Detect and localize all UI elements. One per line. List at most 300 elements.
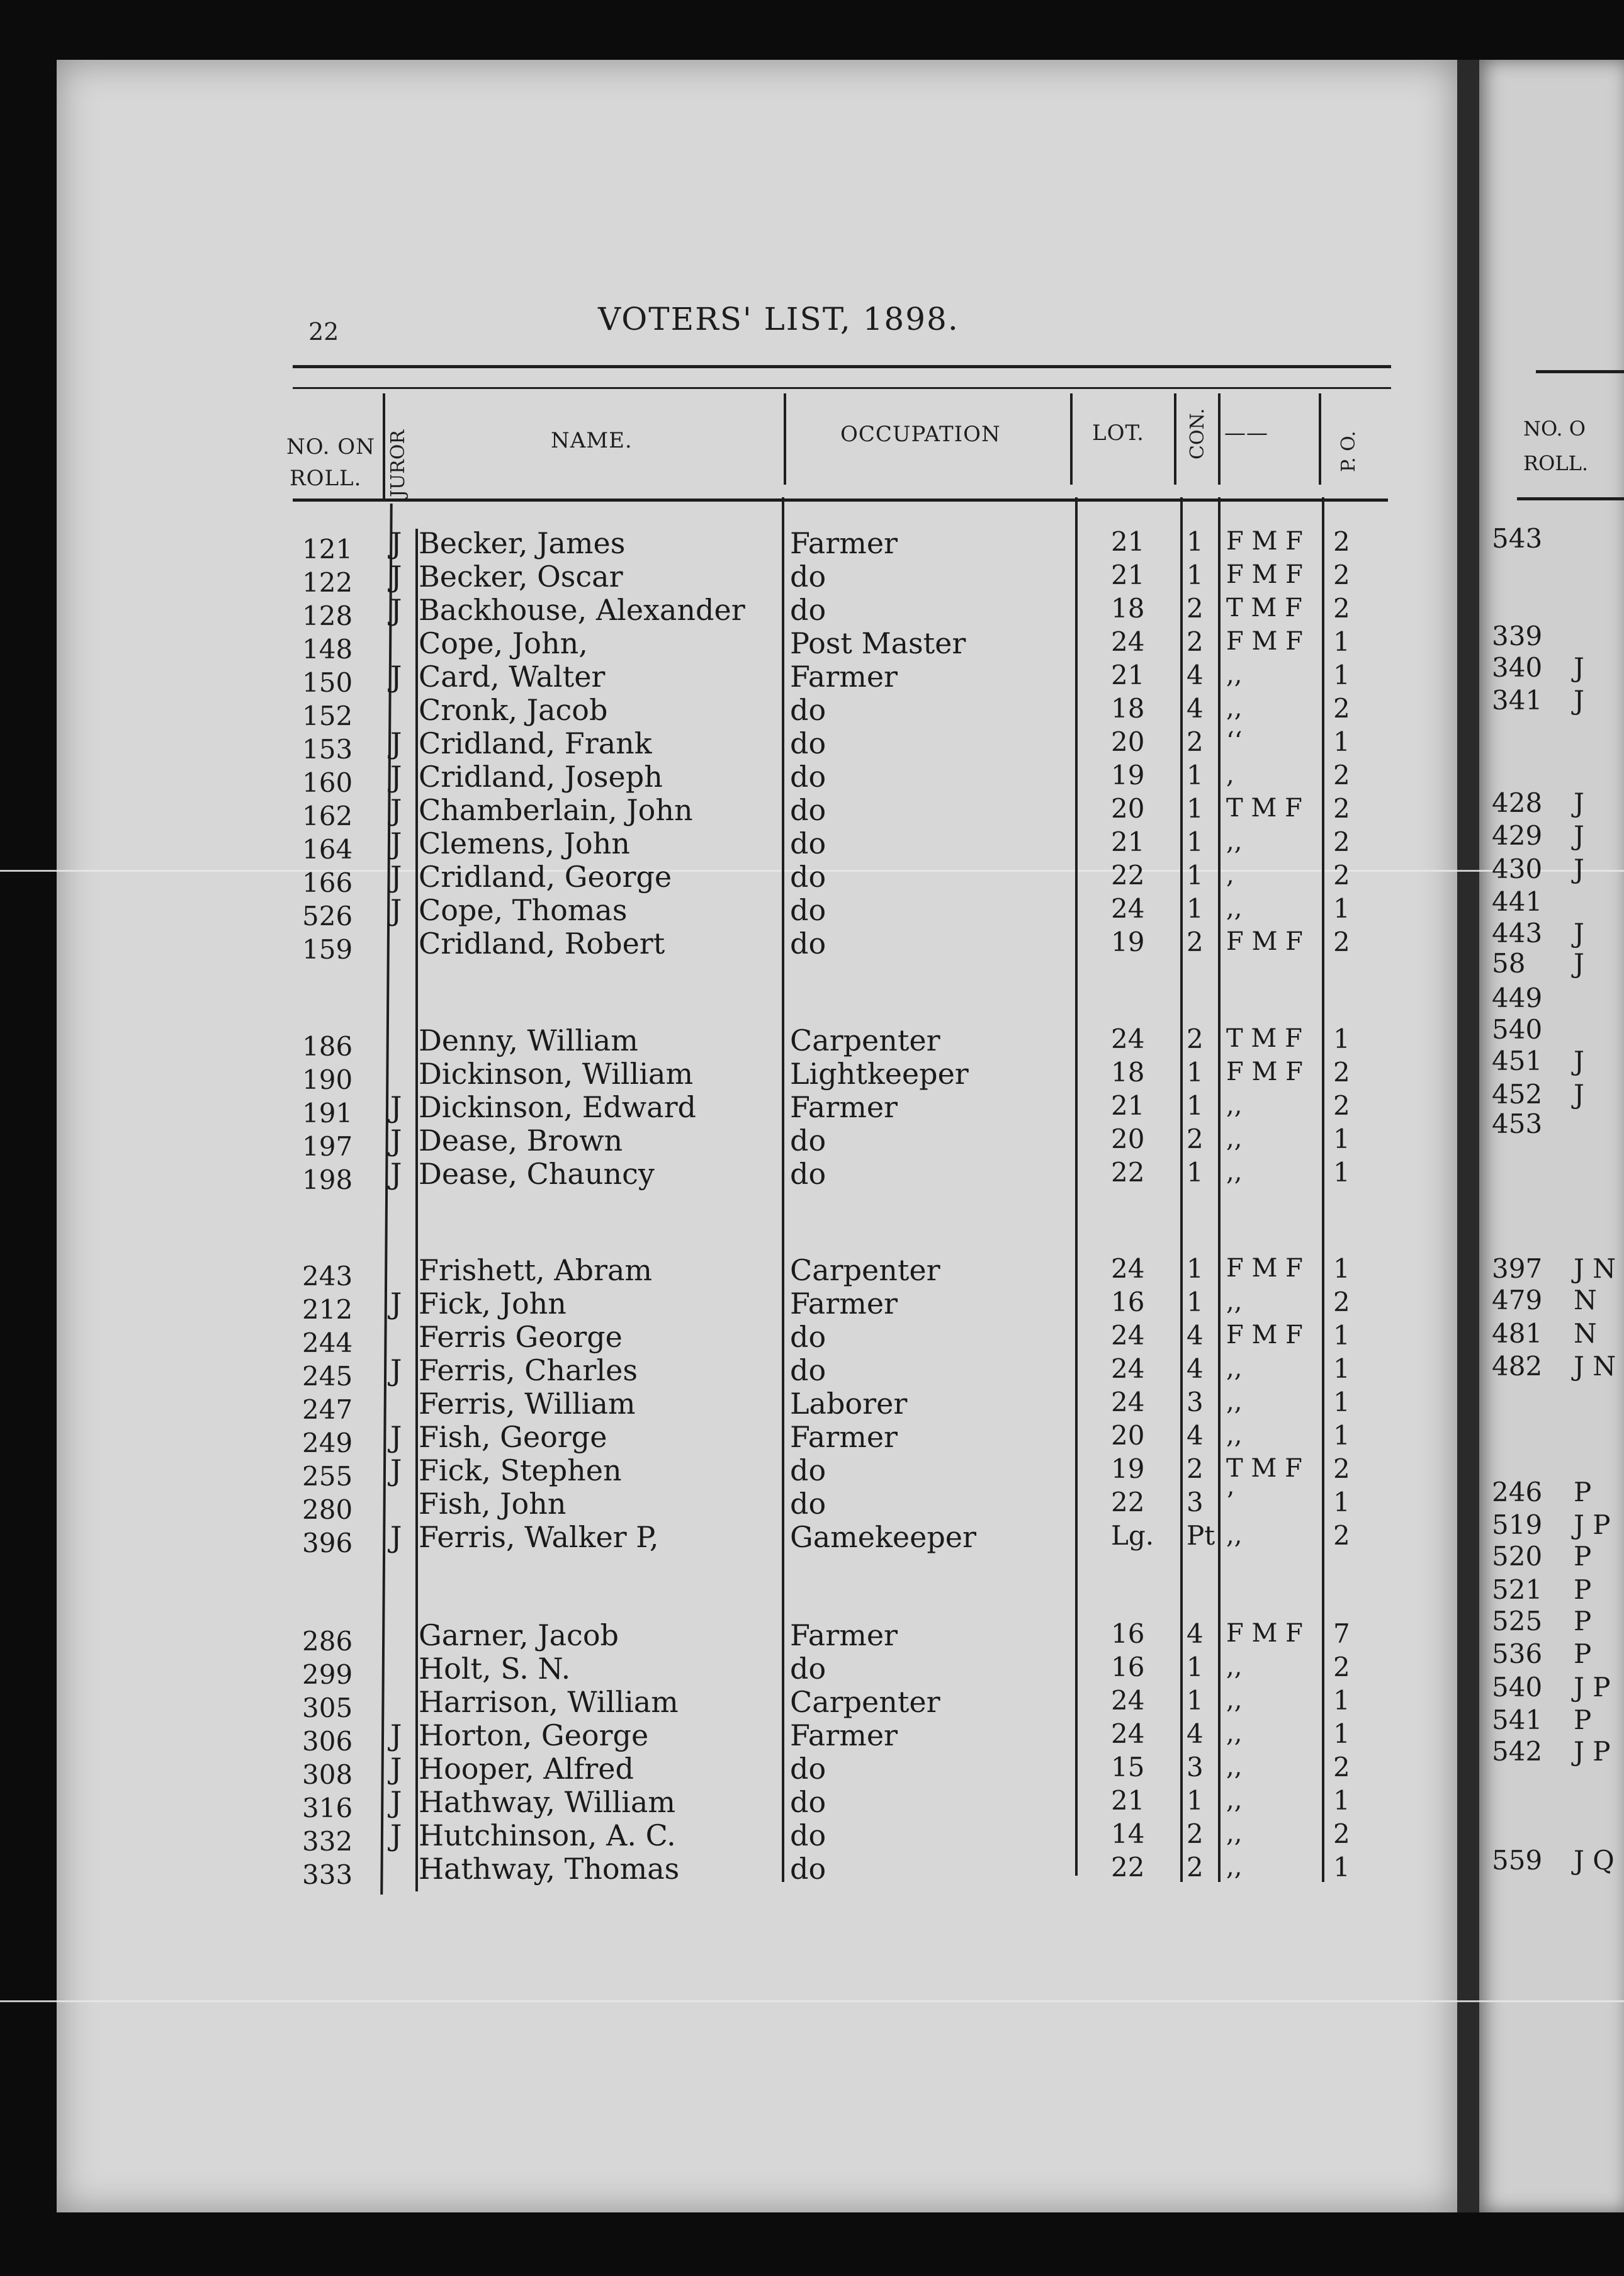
lot-cell: 19 bbox=[1111, 1453, 1145, 1484]
header-divider bbox=[1070, 393, 1073, 485]
right-extra-mark: J N bbox=[1574, 1253, 1616, 1284]
voter-name-cell: Denny, William bbox=[419, 1023, 638, 1057]
lot-cell: 20 bbox=[1111, 1124, 1145, 1154]
residence-mark-cell: ,, bbox=[1226, 1819, 1243, 1848]
residence-mark-cell: F M F bbox=[1226, 527, 1303, 556]
right-roll-number: 246 bbox=[1492, 1477, 1543, 1507]
right-roll-number: 429 bbox=[1492, 820, 1543, 851]
occupation-cell: do bbox=[790, 1353, 826, 1387]
roll-number-cell: 308 bbox=[302, 1759, 353, 1790]
post-office-cell: 1 bbox=[1333, 1487, 1350, 1518]
right-extra-mark: P bbox=[1574, 1606, 1592, 1637]
juror-mark-cell: J bbox=[390, 893, 402, 927]
voter-name-cell: Becker, James bbox=[419, 526, 626, 560]
right-extra-mark: P bbox=[1574, 1638, 1592, 1669]
con-cell: 1 bbox=[1187, 826, 1204, 857]
juror-mark-cell: J bbox=[390, 1157, 402, 1191]
occupation-cell: do bbox=[790, 793, 826, 827]
occupation-cell: do bbox=[790, 1320, 826, 1354]
right-roll-number: 451 bbox=[1492, 1045, 1543, 1076]
voter-name-cell: Becker, Oscar bbox=[419, 560, 623, 594]
roll-number-cell: 299 bbox=[302, 1659, 353, 1690]
occupation-cell: Carpenter bbox=[790, 1023, 940, 1057]
con-cell: 3 bbox=[1187, 1752, 1204, 1783]
lot-cell: 24 bbox=[1111, 893, 1145, 924]
right-roll-number: 540 bbox=[1492, 1014, 1543, 1045]
con-cell: 2 bbox=[1187, 726, 1204, 757]
header-roll-line2: ROLL. bbox=[290, 466, 362, 491]
voter-name-cell: Dickinson, Edward bbox=[419, 1090, 696, 1124]
voter-name-cell: Ferris, Charles bbox=[419, 1353, 638, 1387]
page-gutter bbox=[1457, 60, 1479, 2212]
lot-cell: 20 bbox=[1111, 793, 1145, 824]
mark-column-rule bbox=[1218, 497, 1221, 1882]
voter-name-cell: Horton, George bbox=[419, 1718, 649, 1752]
residence-mark-cell: T M F bbox=[1226, 794, 1302, 823]
left-page bbox=[57, 60, 1457, 2212]
residence-mark-cell: ’ bbox=[1226, 1487, 1234, 1516]
occupation-cell: do bbox=[790, 726, 826, 760]
juror-mark-cell: J bbox=[390, 1124, 402, 1158]
voter-name-cell: Frishett, Abram bbox=[419, 1253, 652, 1287]
roll-number-cell: 306 bbox=[302, 1726, 353, 1757]
con-cell: 1 bbox=[1187, 1652, 1204, 1682]
occupation-cell: do bbox=[790, 1157, 826, 1191]
header-roll-line1: NO. ON bbox=[286, 434, 375, 459]
lot-cell: 24 bbox=[1111, 626, 1145, 657]
juror-mark-cell: J bbox=[390, 1752, 402, 1786]
voter-name-cell: Fick, John bbox=[419, 1287, 567, 1321]
lot-cell: 15 bbox=[1111, 1752, 1145, 1783]
residence-mark-cell: ,, bbox=[1226, 1521, 1243, 1550]
header-blank: —— bbox=[1224, 420, 1268, 446]
roll-number-cell: 190 bbox=[302, 1064, 353, 1095]
right-roll-number: 339 bbox=[1492, 621, 1543, 651]
con-cell: 1 bbox=[1187, 893, 1204, 924]
residence-mark-cell: ,, bbox=[1226, 1421, 1243, 1450]
voter-name-cell: Cope, John, bbox=[419, 626, 588, 660]
lot-cell: 24 bbox=[1111, 1320, 1145, 1351]
con-cell: 1 bbox=[1187, 1287, 1204, 1317]
occupation-cell: Farmer bbox=[790, 1618, 898, 1652]
voter-name-cell: Hooper, Alfred bbox=[419, 1752, 634, 1786]
juror-mark-cell: J bbox=[390, 726, 402, 760]
roll-number-cell: 245 bbox=[302, 1361, 353, 1392]
post-office-cell: 1 bbox=[1333, 1785, 1350, 1816]
juror-mark-cell: J bbox=[390, 1718, 402, 1752]
voter-name-cell: Dickinson, William bbox=[419, 1057, 694, 1091]
residence-mark-cell: ,, bbox=[1226, 1287, 1243, 1316]
scan-line bbox=[0, 2000, 1624, 2002]
juror-mark-cell: J bbox=[390, 1420, 402, 1454]
header-po: P. O. bbox=[1338, 431, 1360, 472]
top-rule-thin bbox=[293, 387, 1391, 389]
post-office-cell: 2 bbox=[1333, 1652, 1350, 1682]
right-roll-number: 540 bbox=[1492, 1672, 1543, 1703]
juror-mark-cell: J bbox=[390, 526, 402, 560]
post-office-cell: 2 bbox=[1333, 526, 1350, 557]
right-roll-number: 341 bbox=[1492, 685, 1543, 716]
occupation-cell: Farmer bbox=[790, 526, 898, 560]
right-extra-mark: J N bbox=[1574, 1351, 1616, 1382]
occupation-cell: Laborer bbox=[790, 1387, 908, 1421]
right-roll-number: 543 bbox=[1492, 523, 1543, 554]
occupation-cell: Gamekeeper bbox=[790, 1520, 976, 1554]
post-office-cell: 2 bbox=[1333, 860, 1350, 891]
lot-cell: 24 bbox=[1111, 1353, 1145, 1384]
occupation-cell: do bbox=[790, 826, 826, 860]
lot-column-rule bbox=[1075, 497, 1078, 1876]
roll-number-cell: 286 bbox=[302, 1626, 353, 1657]
occupation-cell: Post Master bbox=[790, 626, 966, 660]
residence-mark-cell: F M F bbox=[1226, 1254, 1303, 1283]
con-cell: 4 bbox=[1187, 1618, 1204, 1649]
occupation-cell: Farmer bbox=[790, 660, 898, 694]
right-extra-mark: N bbox=[1574, 1318, 1597, 1349]
con-cell: 1 bbox=[1187, 793, 1204, 824]
post-office-cell: 2 bbox=[1333, 1090, 1350, 1121]
right-roll-number: 428 bbox=[1492, 787, 1543, 818]
right-extra-mark: J bbox=[1574, 820, 1584, 851]
roll-number-cell: 164 bbox=[302, 834, 353, 865]
post-office-cell: 2 bbox=[1333, 1752, 1350, 1783]
right-extra-mark: J bbox=[1574, 854, 1584, 884]
lot-cell: 16 bbox=[1111, 1652, 1145, 1682]
con-cell: 4 bbox=[1187, 1420, 1204, 1451]
roll-number-cell: 197 bbox=[302, 1131, 353, 1162]
lot-cell: 20 bbox=[1111, 1420, 1145, 1451]
voter-name-cell: Cridland, Robert bbox=[419, 927, 665, 961]
post-office-cell: 1 bbox=[1333, 1157, 1350, 1188]
right-roll-number: 479 bbox=[1492, 1285, 1543, 1315]
occupation-cell: Farmer bbox=[790, 1718, 898, 1752]
header-occupation: OCCUPATION bbox=[840, 422, 1001, 447]
residence-mark-cell: ,, bbox=[1226, 1786, 1243, 1815]
occupation-cell: do bbox=[790, 693, 826, 727]
residence-mark-cell: F M F bbox=[1226, 927, 1303, 956]
residence-mark-cell: F M F bbox=[1226, 560, 1303, 589]
right-roll-number: 340 bbox=[1492, 652, 1543, 683]
name-column-rule bbox=[415, 529, 418, 1891]
right-roll-number: 519 bbox=[1492, 1509, 1543, 1540]
residence-mark-cell: ,, bbox=[1226, 1752, 1243, 1781]
occupation-cell: Farmer bbox=[790, 1287, 898, 1321]
post-office-cell: 2 bbox=[1333, 1818, 1350, 1849]
voter-name-cell: Ferris, William bbox=[419, 1387, 636, 1421]
voter-name-cell: Harrison, William bbox=[419, 1685, 679, 1719]
header-divider bbox=[383, 393, 385, 500]
roll-number-cell: 191 bbox=[302, 1098, 353, 1129]
right-roll-number: 559 bbox=[1492, 1845, 1543, 1876]
voter-name-cell: Dease, Brown bbox=[419, 1124, 623, 1158]
roll-number-cell: 243 bbox=[302, 1261, 353, 1292]
post-office-cell: 2 bbox=[1333, 760, 1350, 791]
voter-name-cell: Cridland, Joseph bbox=[419, 760, 663, 794]
con-cell: 3 bbox=[1187, 1487, 1204, 1518]
residence-mark-cell: ,, bbox=[1226, 1652, 1243, 1681]
residence-mark-cell: ,, bbox=[1226, 827, 1243, 856]
roll-number-cell: 121 bbox=[302, 534, 353, 565]
voter-name-cell: Cope, Thomas bbox=[419, 893, 628, 927]
header-divider bbox=[1319, 393, 1321, 485]
right-roll-number: 520 bbox=[1492, 1541, 1543, 1572]
lot-cell: 19 bbox=[1111, 760, 1145, 791]
po-column-rule bbox=[1322, 497, 1324, 1882]
roll-number-cell: 305 bbox=[302, 1693, 353, 1723]
post-office-cell: 2 bbox=[1333, 927, 1350, 957]
roll-number-cell: 122 bbox=[302, 567, 353, 598]
post-office-cell: 2 bbox=[1333, 1520, 1350, 1551]
juror-mark-cell: J bbox=[390, 560, 402, 594]
post-office-cell: 1 bbox=[1333, 1353, 1350, 1384]
post-office-cell: 1 bbox=[1333, 1023, 1350, 1054]
voter-name-cell: Ferris, Walker P, bbox=[419, 1520, 659, 1554]
residence-mark-cell: ,, bbox=[1226, 1387, 1243, 1416]
roll-number-cell: 148 bbox=[302, 634, 353, 665]
voter-name-cell: Hathway, Thomas bbox=[419, 1852, 680, 1886]
roll-number-cell: 198 bbox=[302, 1164, 353, 1195]
lot-cell: 22 bbox=[1111, 1487, 1145, 1518]
lot-cell: 22 bbox=[1111, 1157, 1145, 1188]
lot-cell: 22 bbox=[1111, 860, 1145, 891]
occupation-cell: do bbox=[790, 893, 826, 927]
occupation-column-rule bbox=[782, 497, 784, 1882]
con-cell: 2 bbox=[1187, 1818, 1204, 1849]
right-header-rule bbox=[1536, 370, 1624, 373]
roll-number-cell: 212 bbox=[302, 1294, 353, 1325]
voter-name-cell: Chamberlain, John bbox=[419, 793, 693, 827]
con-cell: 3 bbox=[1187, 1387, 1204, 1417]
header-lot: LOT. bbox=[1092, 420, 1144, 446]
con-cell: 4 bbox=[1187, 1718, 1204, 1749]
voter-name-cell: Ferris George bbox=[419, 1320, 623, 1354]
post-office-cell: 2 bbox=[1333, 693, 1350, 724]
post-office-cell: 2 bbox=[1333, 560, 1350, 590]
right-extra-mark: P bbox=[1574, 1704, 1592, 1735]
con-cell: 4 bbox=[1187, 1320, 1204, 1351]
right-extra-mark: J bbox=[1574, 685, 1584, 716]
con-column-rule bbox=[1180, 497, 1183, 1882]
page-title: VOTERS' LIST, 1898. bbox=[598, 301, 959, 337]
con-cell: 2 bbox=[1187, 593, 1204, 624]
juror-mark-cell: J bbox=[390, 1287, 402, 1321]
occupation-cell: do bbox=[790, 860, 826, 894]
con-cell: 1 bbox=[1187, 1090, 1204, 1121]
roll-number-cell: 186 bbox=[302, 1031, 353, 1062]
post-office-cell: 2 bbox=[1333, 1453, 1350, 1484]
roll-number-cell: 160 bbox=[302, 767, 353, 798]
voter-name-cell: Cridland, Frank bbox=[419, 726, 652, 760]
con-cell: 1 bbox=[1187, 560, 1204, 590]
roll-number-cell: 166 bbox=[302, 867, 353, 898]
occupation-cell: Farmer bbox=[790, 1090, 898, 1124]
right-extra-mark: J bbox=[1574, 652, 1584, 683]
occupation-cell: do bbox=[790, 1852, 826, 1886]
header-divider bbox=[784, 393, 786, 485]
occupation-cell: do bbox=[790, 1453, 826, 1487]
roll-number-cell: 150 bbox=[302, 667, 353, 698]
lot-cell: 24 bbox=[1111, 1685, 1145, 1716]
right-extra-mark: J P bbox=[1574, 1509, 1611, 1540]
lot-cell: 20 bbox=[1111, 726, 1145, 757]
con-cell: 1 bbox=[1187, 1785, 1204, 1816]
voter-name-cell: Fish, George bbox=[419, 1420, 607, 1454]
post-office-cell: 1 bbox=[1333, 1387, 1350, 1417]
roll-number-cell: 526 bbox=[302, 901, 353, 932]
voter-name-cell: Holt, S. N. bbox=[419, 1652, 571, 1686]
residence-mark-cell: , bbox=[1226, 760, 1234, 789]
juror-mark-cell: J bbox=[390, 1818, 402, 1852]
con-cell: Pt bbox=[1187, 1520, 1215, 1551]
right-roll-number: 452 bbox=[1492, 1079, 1543, 1110]
residence-mark-cell: ,, bbox=[1226, 1686, 1243, 1715]
residence-mark-cell: T M F bbox=[1226, 1024, 1302, 1053]
right-roll-number: 58 bbox=[1492, 948, 1526, 979]
right-header-line1: NO. O bbox=[1523, 417, 1586, 441]
post-office-cell: 2 bbox=[1333, 826, 1350, 857]
con-cell: 2 bbox=[1187, 1852, 1204, 1883]
right-extra-mark: J bbox=[1574, 787, 1584, 818]
right-roll-number: 443 bbox=[1492, 918, 1543, 949]
con-cell: 4 bbox=[1187, 1353, 1204, 1384]
right-roll-number: 482 bbox=[1492, 1351, 1543, 1382]
header-con: CON. bbox=[1187, 408, 1209, 459]
right-extra-mark: J bbox=[1574, 1045, 1584, 1076]
post-office-cell: 1 bbox=[1333, 1685, 1350, 1716]
lot-cell: 16 bbox=[1111, 1618, 1145, 1649]
residence-mark-cell: F M F bbox=[1226, 1057, 1303, 1086]
voter-name-cell: Card, Walter bbox=[419, 660, 606, 694]
lot-cell: 21 bbox=[1111, 826, 1145, 857]
lot-cell: 21 bbox=[1111, 1785, 1145, 1816]
residence-mark-cell: ,, bbox=[1226, 1719, 1243, 1748]
juror-mark-cell: J bbox=[390, 660, 402, 694]
roll-number-cell: 153 bbox=[302, 734, 353, 765]
lot-cell: 24 bbox=[1111, 1718, 1145, 1749]
right-header-line2: ROLL. bbox=[1523, 451, 1588, 475]
right-roll-number: 441 bbox=[1492, 886, 1543, 917]
right-extra-mark: P bbox=[1574, 1574, 1592, 1605]
voter-name-cell: Garner, Jacob bbox=[419, 1618, 619, 1652]
lot-cell: 21 bbox=[1111, 560, 1145, 590]
header-divider bbox=[1174, 393, 1176, 485]
occupation-cell: do bbox=[790, 1752, 826, 1786]
occupation-cell: do bbox=[790, 760, 826, 794]
residence-mark-cell: ,, bbox=[1226, 694, 1243, 723]
right-extra-mark: N bbox=[1574, 1285, 1597, 1315]
juror-mark-cell: J bbox=[390, 1520, 402, 1554]
roll-number-cell: 316 bbox=[302, 1793, 353, 1823]
occupation-cell: Carpenter bbox=[790, 1253, 940, 1287]
lot-cell: 21 bbox=[1111, 660, 1145, 690]
juror-mark-cell: J bbox=[390, 1453, 402, 1487]
con-cell: 2 bbox=[1187, 1124, 1204, 1154]
right-roll-number: 397 bbox=[1492, 1253, 1543, 1284]
lot-cell: 19 bbox=[1111, 927, 1145, 957]
con-cell: 4 bbox=[1187, 693, 1204, 724]
occupation-cell: Carpenter bbox=[790, 1685, 940, 1719]
post-office-cell: 1 bbox=[1333, 1420, 1350, 1451]
residence-mark-cell: ,, bbox=[1226, 894, 1243, 923]
post-office-cell: 1 bbox=[1333, 1718, 1350, 1749]
occupation-cell: do bbox=[790, 1818, 826, 1852]
voter-name-cell: Hutchinson, A. C. bbox=[419, 1818, 676, 1852]
roll-number-cell: 247 bbox=[302, 1394, 353, 1425]
post-office-cell: 1 bbox=[1333, 626, 1350, 657]
roll-number-cell: 162 bbox=[302, 801, 353, 831]
roll-number-cell: 396 bbox=[302, 1528, 353, 1558]
right-roll-number: 536 bbox=[1492, 1638, 1543, 1669]
roll-number-cell: 333 bbox=[302, 1859, 353, 1890]
con-cell: 2 bbox=[1187, 1453, 1204, 1484]
right-roll-number: 521 bbox=[1492, 1574, 1543, 1605]
page-number: 22 bbox=[308, 318, 339, 346]
post-office-cell: 2 bbox=[1333, 1057, 1350, 1088]
right-extra-mark: J bbox=[1574, 1079, 1584, 1110]
post-office-cell: 2 bbox=[1333, 593, 1350, 624]
occupation-cell: do bbox=[790, 1487, 826, 1521]
voter-name-cell: Backhouse, Alexander bbox=[419, 593, 745, 627]
voter-name-cell: Cridland, George bbox=[419, 860, 672, 894]
right-roll-number: 541 bbox=[1492, 1704, 1543, 1735]
roll-number-cell: 244 bbox=[302, 1327, 353, 1358]
post-office-cell: 1 bbox=[1333, 1852, 1350, 1883]
right-roll-number: 542 bbox=[1492, 1736, 1543, 1767]
occupation-cell: Farmer bbox=[790, 1420, 898, 1454]
con-cell: 1 bbox=[1187, 526, 1204, 557]
right-extra-mark: J P bbox=[1574, 1672, 1611, 1703]
right-extra-mark: J Q bbox=[1574, 1845, 1615, 1876]
lot-cell: 21 bbox=[1111, 526, 1145, 557]
right-roll-number: 453 bbox=[1492, 1108, 1543, 1139]
con-cell: 2 bbox=[1187, 626, 1204, 657]
con-cell: 4 bbox=[1187, 660, 1204, 690]
right-extra-mark: P bbox=[1574, 1541, 1592, 1572]
post-office-cell: 2 bbox=[1333, 1287, 1350, 1317]
residence-mark-cell: ,, bbox=[1226, 660, 1243, 689]
header-divider bbox=[1218, 393, 1221, 485]
residence-mark-cell: F M F bbox=[1226, 1321, 1303, 1349]
juror-mark-cell: J bbox=[390, 860, 402, 894]
right-header-bottom-rule bbox=[1517, 497, 1624, 500]
post-office-cell: 1 bbox=[1333, 1124, 1350, 1154]
con-cell: 1 bbox=[1187, 1253, 1204, 1284]
residence-mark-cell: , bbox=[1226, 860, 1234, 889]
post-office-cell: 1 bbox=[1333, 893, 1350, 924]
lot-cell: 24 bbox=[1111, 1023, 1145, 1054]
residence-mark-cell: T M F bbox=[1226, 594, 1302, 623]
lot-cell: 18 bbox=[1111, 1057, 1145, 1088]
con-cell: 2 bbox=[1187, 1023, 1204, 1054]
right-roll-number: 430 bbox=[1492, 854, 1543, 884]
header-name: NAME. bbox=[551, 428, 633, 453]
post-office-cell: 7 bbox=[1333, 1618, 1350, 1649]
lot-cell: 24 bbox=[1111, 1253, 1145, 1284]
post-office-cell: 1 bbox=[1333, 1253, 1350, 1284]
header-bottom-rule bbox=[293, 499, 1388, 502]
right-extra-mark: J bbox=[1574, 948, 1584, 979]
post-office-cell: 1 bbox=[1333, 726, 1350, 757]
post-office-cell: 2 bbox=[1333, 793, 1350, 824]
right-roll-number: 481 bbox=[1492, 1318, 1543, 1349]
lot-cell: 16 bbox=[1111, 1287, 1145, 1317]
residence-mark-cell: F M F bbox=[1226, 1619, 1303, 1648]
roll-number-cell: 249 bbox=[302, 1428, 353, 1458]
lot-cell: 22 bbox=[1111, 1852, 1145, 1883]
occupation-cell: do bbox=[790, 927, 826, 961]
con-cell: 1 bbox=[1187, 760, 1204, 791]
juror-mark-cell: J bbox=[390, 793, 402, 827]
